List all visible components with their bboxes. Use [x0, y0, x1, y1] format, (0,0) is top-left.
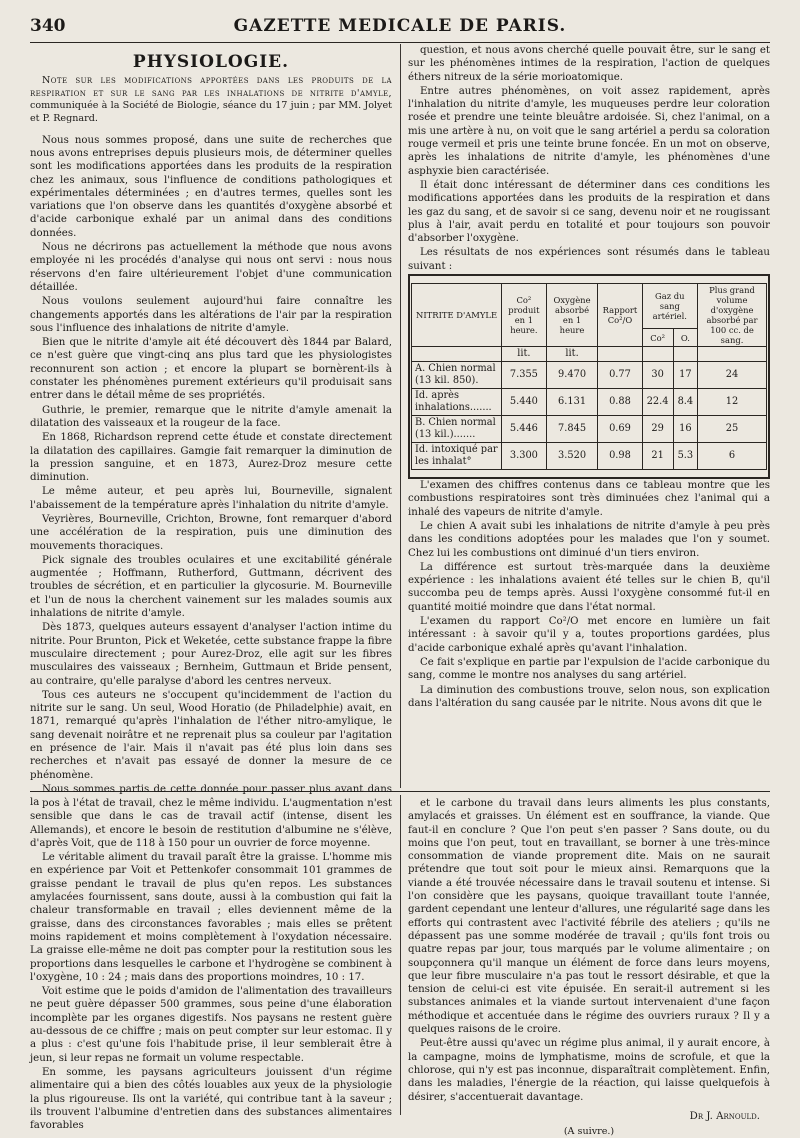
cell-co2: 3.300: [502, 443, 546, 470]
header-oxygen: Oxygène absorbé en 1 heure: [546, 284, 598, 347]
header-rule: [30, 42, 770, 43]
page-number: 340: [30, 16, 66, 36]
header-nitrite: NITRITE D'AMYLE: [412, 284, 502, 347]
cell-max-o: 12: [698, 389, 767, 416]
paragraph: Il était donc intéressant de déterminer dans ces conditions les modifications apportées dans les produits de la respiration et dans les gaz du sang, et de savoir si ce sang, devenu noir et ne rougissant plus à l'air, avait perdu en totalité et pour toujours son pouvoir d'absorber l'oxygène.: [408, 179, 770, 245]
lower-left-paragraphs: [30, 797, 392, 1132]
cell-oxygen: 6.131: [546, 389, 598, 416]
row-label: B. Chien normal (13 kil.).......: [412, 416, 502, 443]
paragraph: Guthrie, le premier, remarque que le nitrite d'amyle amenait la dilatation des vaisseaux et la rougeur de la face.: [30, 404, 392, 429]
paragraph: Nous nous sommes proposé, dans une suite de recherches que nous avons entreprises depuis plusieurs mois, de déterminer quelles sont les modifications apportées dans les produits de la respiration chez les animaux, sous l'influence de conditions pathologiques et expérimentales déterminées ; en d'autres termes, quelles sont les variations que l'on observe dans les quantités d'oxygène absorbé et d'acide carbonique exhalé par un animal dans des conditions données.: [30, 134, 392, 239]
cell-gas-co2: 30: [642, 362, 673, 389]
column-divider-lower: [400, 795, 401, 1115]
paragraph: Entre autres phénomènes, on voit assez rapidement, après l'inhalation du nitrite d'amyle, les muqueuses perdre leur coloration rosée et prendre une teinte bleuâtre ardoisée. Si, chez l'animal, on a mis une artère à nu, on voit que le sang artériel a perdu sa coloration rouge vermeil et pris une teinte brune foncée. En un mot on observe, après les inhalations de nitrite d'amyle, les phénomènes d'une asphyxie bien caractérisée.: [408, 85, 770, 177]
paragraph: Nous ne décrirons pas actuellement la méthode que nous avons employée ni les procédés d'analyse qui nous ont servi : nous nous réservons d'en faire ultérieurement l'objet d'une communication détaillée.: [30, 242, 392, 293]
paragraph: Le même auteur, et peu après lui, Bourneville, signalent l'abaissement de la température après l'inhalation du nitrite d'amyle.: [30, 486, 392, 511]
results-table: [411, 283, 767, 470]
cell-co2: 7.355: [502, 362, 546, 389]
cell-gas-co2: 22.4: [642, 389, 673, 416]
cell-max-o: 24: [698, 362, 767, 389]
paragraph: Le chien A avait subi les inhalations de nitrite d'amyle à peu près dans les conditions adoptées pour les malades que l'on y soumet. Chez lui les combustions ont diminué d'un tiers environ.: [408, 520, 770, 559]
paragraph: La diminution des combustions trouve, selon nous, son explication dans l'altération du sang causée par le nitrite. Nous avons dit que le: [408, 684, 770, 709]
paragraph: Les résultats de nos expériences sont résumés dans le tableau suivant :: [408, 247, 770, 272]
cell-max-o: 25: [698, 416, 767, 443]
cell-ratio: 0.98: [598, 443, 642, 470]
row-label: A. Chien normal (13 kil. 850).: [412, 362, 502, 389]
column-lower-right: [408, 797, 770, 1138]
cell-oxygen: 7.845: [546, 416, 598, 443]
paragraph: Pick signale des troubles oculaires et une excitabilité générale augmentée ; Hoffmann, Rutherford, Guttmann, décrivent des troubles de sécrétion, et en particulier la glycosurie. M. Bourneville et l'un de nous la cherchent vainement sur les malades soumis aux inhalations de nitrite d'amyle.: [30, 554, 392, 620]
paragraph: Veyrières, Bourneville, Crichton, Browne, font remarquer d'abord une accélération de la respiration, puis une diminution des mouvements thoraciques.: [30, 513, 392, 552]
paragraph: et le carbone du travail dans leurs aliments les plus constants, amylacés et graisses. Un élément est en souffrance, la viande. Que faut-il en conclure ? Que l'on peut s'en passer ? Sans doute, ou du moins que l'on peut, tout en travaillant, se borner à une très-mince consommation de viande proprement dite. Mais on ne saurait prétendre que tout soit pour le mieux ainsi. Remarquons que la viande a été trouvée nécessaire dans le travail soutenu et intense. Si l'on considère que les paysans, quoique travaillant toute l'année, gardent cependant une lenteur d'allures, une régularité sage dans les efforts qui contrastent avec l'activité fébrile des ateliers ; qu'ils ne dépassent pas une somme modérée de travail ; qu'ils font trois ou quatre repas par jour, tous marqués par le volume alimentaire ; on soupçonnera qu'il manque un élément de force dans leurs moyens, que leur fibre musculaire n'a pas tout le ressort désirable, et que la tension de celui-ci est vite épuisée. En serait-il autrement si les substances animales et la viande surtout intervenaient d'une façon méthodique et accentuée dans le régime des ouvriers ruraux ? Il y a quelques raisons de le croire.: [408, 798, 770, 1036]
paragraph: Le véritable aliment du travail paraît être la graisse. L'homme mis en expérience par Voit et Pettenkofer consommait 101 grammes de graisse pendant le travail de plus qu'en repos. Les substances amylacées fournissent, sans doute, aussi à la combustion qui fait la chaleur transformable en travail ; elles deviennent même de la graisse, dans des circonstances favorables ; mais elles se prêtent moins rapidement et moins complètement à l'oxydation nécessaire. La graisse elle-même ne doit pas compter pour la restitution sous les proportions dans lesquelles le carbone et l'hydrogène se combinent à l'oxygène, 10 : 24 ; mais dans des proportions moindres, 10 : 17.: [30, 852, 392, 983]
upper-left-paragraphs: [30, 134, 392, 810]
paragraph: Peut-être aussi qu'avec un régime plus animal, il y aurait encore, à la campagne, moins de lymphatisme, moins de scrofule, et que la chlorose, qui n'y est pas inconnue, disparaîtrait complètement. Enfin, dans les maladies, l'énergie de la réaction, qui laisse quelquefois à désirer, s'accentuerait davantage.: [408, 1038, 770, 1103]
table-row: [412, 416, 767, 443]
table-row: [412, 443, 767, 470]
header-gas: Gaz du sang artériel.: [642, 284, 698, 329]
unit-oxygen: lit.: [546, 347, 598, 362]
column-upper-right: [408, 44, 770, 786]
cell-co2: 5.446: [502, 416, 546, 443]
upper-right-paragraphs-after: [408, 479, 770, 710]
header-ratio: Rapport Co²/O: [598, 284, 642, 347]
results-table-frame: [408, 274, 770, 479]
table-row: [412, 389, 767, 416]
paragraph: pos à l'état de travail, chez le même individu. L'augmentation n'est sensible que dans le cas de travail actif (intense, disent les Allemands), et encore le besoin de restitution d'albumine ne s'élève, d'après Voit, que de 118 à 150 pour un ouvrier de force moyenne.: [30, 798, 392, 849]
paragraph: La différence est surtout très-marquée dans la deuxième expérience : les inhalations avaient été telles sur le chien B, qu'il succomba peu de temps après. Aussi l'oxygène consommé fut-il en quantité moitié moindre que dans l'état normal.: [408, 561, 770, 613]
paragraph: Tous ces auteurs ne s'occupent qu'incidemment de l'action du nitrite sur le sang. Un seul, Wood Horatio (de Philadelphie) avait, en 1871, remarqué qu'après l'inhalation de l'éther nitro-amylique, le sang devenait noirâtre et ne reprenait plus sa couleur par l'agitation en présence de l'air. Mais il n'avait pas été plus loin dans ses recherches et n'avait pas essayé de donner la mesure de ce phénomène.: [30, 689, 392, 781]
column-upper-left: [30, 52, 392, 809]
section-title: PHYSIOLOGIE.: [132, 52, 290, 72]
cell-gas-co2: 29: [642, 416, 673, 443]
to-be-continued: (A suivre.): [563, 1126, 615, 1138]
table-unit-row: [412, 347, 767, 362]
paragraph: Bien que le nitrite d'amyle ait été découvert dès 1844 par Balard, ce n'est guère que vingt-cinq ans plus tard que les physiologistes reconnurent son action ; et encore la plupart se bornèrent-ils à constater les phénomènes purement extérieurs qu'il produisait sans entrer dans le détail même de ses propriétés.: [30, 337, 392, 402]
unit-co2: lit.: [502, 347, 546, 362]
cell-gas-o: 16: [673, 416, 697, 443]
cell-gas-o: 17: [673, 362, 697, 389]
header-gas-co2: Co²: [642, 329, 673, 347]
paragraph: Ce fait s'explique en partie par l'expulsion de l'acide carbonique du sang, comme le montre nos analyses du sang artériel.: [408, 656, 770, 682]
article-title-caps: Note sur les modifications apportées dans les produits de la respiration et sur le sang par les inhalations de nitrite d'amyle,: [30, 75, 392, 99]
paragraph: En 1868, Richardson reprend cette étude et constate directement la dilatation des capillaires. Gamgie fait remarquer la diminution de la pression sanguine, et en 1873, Aurez-Droz mesure cette diminution.: [30, 432, 392, 484]
header-gas-o: O.: [673, 329, 697, 347]
lower-right-paragraphs: [408, 797, 770, 1104]
header-co2: Co² produit en 1 heure.: [502, 284, 546, 347]
article-title: [30, 75, 392, 125]
cell-gas-co2: 21: [642, 443, 673, 470]
cell-gas-o: 5.3: [673, 443, 697, 470]
paragraph: Voit estime que le poids d'amidon de l'alimentation des travailleurs ne peut guère dépasser 500 grammes, sous peine d'une élaboration incomplète par les organes digestifs. Nos paysans ne restent guère au-dessous de ce chiffre ; mais on peut compter sur leur estomac. Il y a plus : c'est qu'une fois l'habitude prise, il leur semblerait être à jeun, si leur repas ne formait un volume respectable.: [30, 986, 392, 1064]
cell-oxygen: 9.470: [546, 362, 598, 389]
results-table-body: [412, 347, 767, 470]
paragraph: Dès 1873, quelques auteurs essayent d'analyser l'action intime du nitrite. Pour Brunton, Pick et Weketée, cette substance frappe la fibre musculaire directement ; pour Aurez-Droz, elle agit sur les fibres musculaires des vaisseaux ; Bernheim, Guttmaun et Bride pensent, au contraire, qu'elle paralyse d'abord les centres nerveux.: [30, 622, 392, 687]
cell-gas-o: 8.4: [673, 389, 697, 416]
cell-co2: 5.440: [502, 389, 546, 416]
cell-ratio: 0.77: [598, 362, 642, 389]
column-divider-upper: [400, 44, 401, 788]
upper-right-paragraphs-before: [408, 44, 770, 273]
cell-ratio: 0.88: [598, 389, 642, 416]
paragraph: Nous voulons seulement aujourd'hui faire connaître les changements apportés dans les altérations de l'air par la respiration sous l'influence des inhalations de nitrite d'amyle.: [30, 296, 392, 334]
paragraph: L'examen des chiffres contenus dans ce tableau montre que les combustions respiratoires sont très diminuées chez l'animal qui a inhalé des vapeurs de nitrite d'amyle.: [408, 480, 770, 518]
paragraph: Nous sommes partis de cette donnée pour passer plus avant dans la: [30, 783, 392, 809]
journal-title: GAZETTE MEDICALE DE PARIS.: [233, 16, 567, 36]
paragraph: L'examen du rapport Co²/O met encore en lumière un fait intéressant : à savoir qu'il y a, toutes proportions gardées, plus d'acide carbonique exhalé après qu'avant l'inhalation.: [408, 616, 770, 654]
cell-max-o: 6: [698, 443, 767, 470]
author-signature: Dr J. Arnould.: [689, 1110, 760, 1122]
article-title-rest: communiquée à la Société de Biologie, séance du 17 juin ; par MM. Jolyet et P. Regnard.: [30, 100, 392, 125]
cell-oxygen: 3.520: [546, 443, 598, 470]
row-label: Id. après inhalations.......: [412, 389, 502, 416]
page-header: [30, 14, 770, 40]
table-row: [412, 362, 767, 389]
column-lower-left: [30, 797, 392, 1132]
paragraph: question, et nous avons cherché quelle pouvait être, sur le sang et sur les phénomènes intimes de la respiration, l'action de quelques éthers nitreux de la série morioatomique.: [408, 45, 770, 83]
row-label: Id. intoxiqué par les inhalat°: [412, 443, 502, 470]
paragraph: En somme, les paysans agriculteurs jouissent d'un régime alimentaire qui a bien des côtés louables aux yeux de la physiologie la plus rigoureuse. Ils ont la variété, qui contribue tant à la saveur ; ils trouvent l'albumine d'entretien dans des substances alimentaires favorables: [30, 1066, 392, 1132]
header-max-o: Plus grand volume d'oxygène absorbé par 100 cc. de sang.: [698, 284, 767, 347]
cell-ratio: 0.69: [598, 416, 642, 443]
